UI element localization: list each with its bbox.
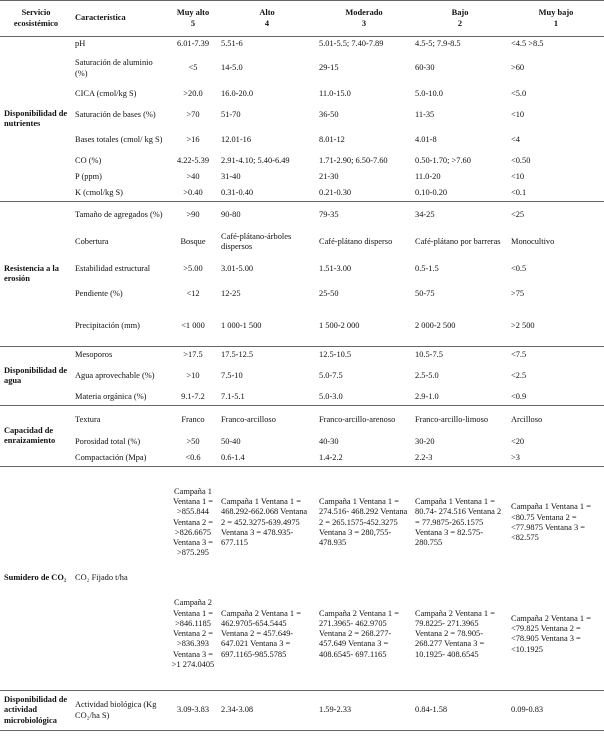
- value-cell: 17.5-12.5: [218, 347, 316, 364]
- value-cell: 25-50: [319, 289, 339, 299]
- value-cell: 0.09-0.83: [508, 691, 604, 731]
- value-cell: <0.9: [511, 392, 527, 402]
- table-row: [0, 307, 604, 347]
- value-cell: Campaña 2 Ventana 1 = <79.825 Ventana 2 = <78.905 Ventana 3 = <10.1925: [511, 613, 591, 654]
- header-level-1: Muy bajo 1: [508, 1, 604, 37]
- service-sumidero: Sumidero de CO₂: [0, 467, 72, 691]
- header-level-5: Muy alto 5: [168, 1, 218, 37]
- char-cell: pH: [72, 37, 168, 52]
- char-cell: Actividad biológica (Kg CO₂/ha S): [72, 691, 168, 731]
- value-cell: 9.1-7.2: [181, 392, 205, 402]
- value-cell: <2.5: [511, 371, 527, 381]
- value-cell: Campaña 1 Ventana 1 = 468.292-662.068 Ventana 2 = 452.3275-639.4975 Ventana 3 = 478.935-677.115: [218, 467, 316, 579]
- value-cell: 1 000-1 500: [221, 321, 262, 331]
- char-cell: Pendiente (%): [75, 289, 123, 299]
- value-cell: 21-30: [319, 172, 339, 182]
- value-cell: 12.5-10.5: [316, 347, 412, 364]
- value-cell: 4.01-8: [415, 135, 437, 145]
- value-cell: 31-40: [221, 172, 241, 182]
- header-servicio: Servicio ecosistémico: [0, 1, 72, 37]
- char-cell: K (cmol/kg S): [75, 188, 123, 198]
- table-row: [0, 406, 604, 435]
- table-row: [0, 128, 604, 154]
- value-cell: <0.6: [185, 453, 201, 463]
- value-cell: 14-5.0: [221, 63, 243, 73]
- value-cell: >60: [511, 63, 525, 73]
- table-row: [0, 170, 604, 186]
- char-cell: Materia orgánica (%): [75, 392, 147, 402]
- value-cell: 30-20: [415, 437, 435, 447]
- value-cell: <4.5 >8.5: [508, 37, 604, 52]
- table-row: [0, 283, 604, 307]
- value-cell: Franco-arcillo-arenoso: [316, 406, 412, 435]
- value-cell: 8.01-12: [319, 135, 345, 145]
- value-cell: <0.5: [511, 263, 527, 273]
- value-cell: Franco-arcillo-limoso: [412, 406, 508, 435]
- value-cell: >16: [186, 135, 200, 145]
- table-row: [0, 691, 604, 731]
- value-cell: >2 500: [511, 321, 535, 331]
- value-cell: 4.5-5; 7.9-8.5: [412, 37, 508, 52]
- value-cell: 11.0-15.0: [319, 88, 351, 98]
- value-cell: Café-plátano-árboles dispersos: [221, 231, 292, 251]
- value-cell: 2.2-3: [415, 453, 433, 463]
- value-cell: 60-30: [415, 63, 435, 73]
- value-cell: >70: [186, 109, 200, 119]
- value-cell: 40-30: [319, 437, 339, 447]
- header-level-4: Alto 4: [218, 1, 316, 37]
- value-cell: Campaña 1 Ventana 1 = 80.74- 274.516 Ventana 2 = 77.9875-265.1575 Ventana 3 = 82.575- 280.755: [412, 467, 508, 579]
- table-row: [0, 52, 604, 86]
- value-cell: 90-80: [218, 202, 316, 229]
- value-cell: Franco: [168, 406, 218, 435]
- value-cell: Monocultivo: [511, 236, 555, 246]
- header-caracteristica: Característica: [72, 1, 168, 37]
- value-cell: <0.50: [511, 156, 531, 166]
- value-cell: 2.5-5.0: [415, 371, 439, 381]
- value-cell: 10.5-7.5: [412, 347, 508, 364]
- value-cell: 2.9-1.0: [415, 392, 439, 402]
- char-cell: Bases totales (cmol/ kg S): [75, 135, 163, 145]
- char-cell: Estabilidad estructural: [75, 263, 151, 273]
- value-cell: Campaña 2 Ventana 1 = 79.8225- 271.3965 Ventana 2 = 78.905-268.277 Ventana 3 = 10.1925- 408.6545: [415, 608, 495, 659]
- char-cell: Agua aprovechable (%): [75, 371, 155, 381]
- value-cell: 7.1-5.1: [221, 392, 245, 402]
- value-cell: <10: [511, 109, 525, 119]
- value-cell: 50-75: [415, 289, 435, 299]
- value-cell: 16.0-20.0: [221, 88, 254, 98]
- value-cell: >40: [186, 172, 200, 182]
- value-cell: >10: [186, 371, 200, 381]
- value-cell: Café-plátano por barreras: [415, 236, 501, 246]
- service-enraizamiento: Capacidad de enraizamiento: [0, 406, 72, 467]
- value-cell: >17.5: [168, 347, 218, 364]
- value-cell: 5.0-10.0: [415, 88, 443, 98]
- value-cell: <12: [186, 289, 200, 299]
- value-cell: 29-15: [319, 63, 339, 73]
- value-cell: Campaña 2 Ventana 1 = 462.9705-654.5445 Ventana 2 = 457.649-647.021 Ventana 3 = 697.1165-985.5785: [221, 608, 301, 659]
- table-row: [0, 390, 604, 406]
- table-row: [0, 86, 604, 103]
- value-cell: <1 000: [181, 321, 205, 331]
- value-cell: >20.0: [183, 88, 203, 98]
- value-cell: 2.34-3.08: [218, 691, 316, 731]
- service-agua: Disponibilidad de agua: [0, 347, 72, 406]
- value-cell: 0.84-1.58: [412, 691, 508, 731]
- char-cell: CO (%): [75, 156, 102, 166]
- table-row: [0, 103, 604, 128]
- value-cell: >5.00: [183, 263, 203, 273]
- value-cell: 5.0-3.0: [319, 392, 343, 402]
- value-cell: Campaña 2 Ventana 1 = 271.3965- 462.9705 Ventana 2 = 268.277-457.649 Ventana 3 = 408.6545- 697.1165: [319, 608, 399, 659]
- header-level-2: Bajo 2: [412, 1, 508, 37]
- value-cell: 11.0-20: [415, 172, 441, 182]
- char-cell: P (ppm): [75, 172, 102, 182]
- value-cell: >75: [511, 289, 525, 299]
- value-cell: 3.01-5.00: [221, 263, 254, 273]
- value-cell: <25: [508, 202, 604, 229]
- value-cell: <10: [511, 172, 525, 182]
- value-cell: <7.5: [508, 347, 604, 364]
- table-row: [0, 186, 604, 202]
- value-cell: 0.5-1.5: [415, 263, 439, 273]
- value-cell: 50-40: [221, 437, 241, 447]
- value-cell: >0.40: [183, 188, 203, 198]
- table-row: [0, 467, 604, 579]
- value-cell: 51-70: [221, 109, 241, 119]
- value-cell: 1.4-2.2: [319, 453, 343, 463]
- value-cell: 0.21-0.30: [319, 188, 352, 198]
- value-cell: <5.0: [511, 88, 527, 98]
- service-nutrientes: Disponibilidad de nutrientes: [0, 37, 72, 202]
- header-level-3: Moderado 3: [316, 1, 412, 37]
- table-row: [0, 37, 604, 52]
- value-cell: Bosque: [180, 236, 206, 246]
- value-cell: 5.0-7.5: [319, 371, 343, 381]
- char-cell: Mesoporos: [72, 347, 168, 364]
- value-cell: 5.01-5.5; 7.40-7.89: [316, 37, 412, 52]
- char-cell: Precipitación (mm): [75, 321, 140, 331]
- char-cell: Compactación (Mpa): [75, 453, 147, 463]
- table-row: [0, 202, 604, 229]
- value-cell: 2 000-2 500: [415, 321, 456, 331]
- value-cell: 5.51-6: [218, 37, 316, 52]
- char-cell: CO₂ Fijado t/ha: [72, 467, 168, 691]
- value-cell: 0.50-1.70; >7.60: [415, 156, 471, 166]
- value-cell: <4: [511, 135, 520, 145]
- value-cell: Campaña 1 Ventana 1 = <80.75 Ventana 2 = <77.9875 Ventana 3 = <82.575: [508, 467, 604, 579]
- service-microbio: Disponibilidad de actividad microbiológica: [0, 691, 72, 731]
- value-cell: 6.01-7.39: [168, 37, 218, 52]
- value-cell: 0.10-0.20: [415, 188, 448, 198]
- service-erosion: Resistencia a la erosión: [0, 202, 72, 347]
- value-cell: 34-25: [412, 202, 508, 229]
- table-row: [0, 347, 604, 364]
- char-cell: Cobertura: [75, 236, 109, 246]
- value-cell: Campaña 2 Ventana 1 = >846.1185 Ventana 2 = >836.393 Ventana 3 = >1 274.0405: [171, 598, 215, 669]
- table-row: [0, 451, 604, 467]
- value-cell: 4.22-5.39: [176, 156, 210, 166]
- value-cell: 0.6-1.4: [221, 453, 245, 463]
- char-cell: Tamaño de agregados (%): [72, 202, 168, 229]
- value-cell: Arcilloso: [508, 406, 604, 435]
- value-cell: >3: [511, 453, 520, 463]
- value-cell: Campaña 1 Ventana 1 = 274.516- 468.292 Ventana 2 = 265.1575-452.3275 Ventana 3 = 280,755- 478.935: [316, 467, 412, 579]
- value-cell: Café-plátano disperso: [319, 236, 393, 246]
- char-cell: Saturación de aluminio (%): [75, 58, 153, 78]
- char-cell: Porosidad total (%): [75, 437, 141, 447]
- value-cell: 11-35: [415, 109, 435, 119]
- char-cell: Textura: [72, 406, 168, 435]
- value-cell: 1.71-2.90; 6.50-7.60: [319, 156, 388, 166]
- table-row: [0, 256, 604, 283]
- table-row: [0, 364, 604, 390]
- char-cell: Saturación de bases (%): [75, 109, 156, 119]
- value-cell: 0.31-0.40: [221, 188, 254, 198]
- value-cell: 1 500-2 000: [319, 321, 360, 331]
- value-cell: 3.09-3.83: [168, 691, 218, 731]
- value-cell: >90: [168, 202, 218, 229]
- char-cell: CICA (cmol/kg S): [75, 88, 137, 98]
- value-cell: 7.5-10: [221, 371, 243, 381]
- value-cell: 36-50: [319, 109, 339, 119]
- table-row: [0, 229, 604, 256]
- value-cell: <0.1: [511, 188, 527, 198]
- table-row: [0, 435, 604, 451]
- value-cell: 12-25: [221, 289, 241, 299]
- value-cell: 2.91-4.10; 5.40-6.49: [221, 156, 290, 166]
- table-row: [0, 154, 604, 170]
- value-cell: 1.59-2.33: [316, 691, 412, 731]
- value-cell: >50: [186, 437, 200, 447]
- value-cell: 1.51-3.00: [319, 263, 352, 273]
- value-cell: 12.01-16: [221, 135, 252, 145]
- value-cell: Franco-arcilloso: [218, 406, 316, 435]
- value-cell: <20: [511, 437, 525, 447]
- value-cell: Campaña 1 Ventana 1 = >855.844 Ventana 2 = >826.6675 Ventana 3 = >875.295: [168, 467, 218, 579]
- value-cell: 79-35: [316, 202, 412, 229]
- value-cell: <5: [188, 63, 198, 73]
